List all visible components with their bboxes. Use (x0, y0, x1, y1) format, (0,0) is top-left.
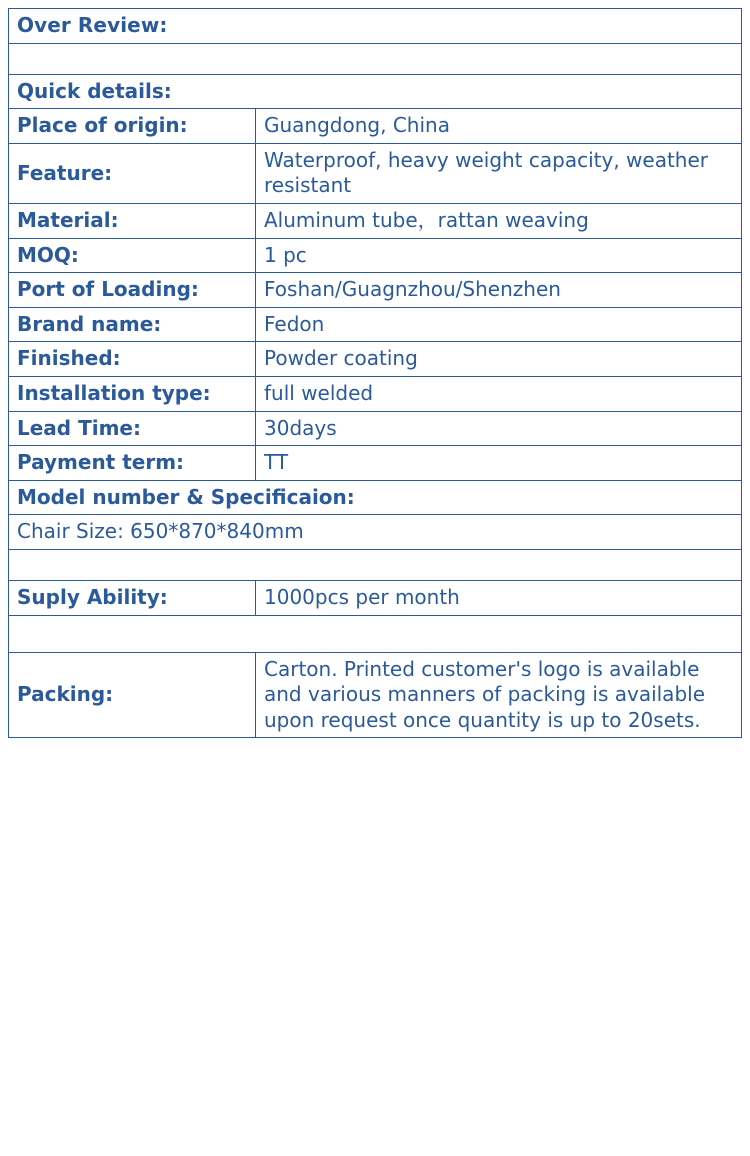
table-row (9, 143, 742, 203)
row-value-finished: Powder coating (256, 342, 742, 377)
table-row (9, 203, 742, 238)
row-label-material: Material: (9, 203, 256, 238)
table-row (9, 580, 742, 615)
spacer-cell (9, 549, 742, 580)
table-row-model-heading (9, 480, 742, 515)
table-row (9, 273, 742, 308)
row-label-supply-ability: Suply Ability: (9, 580, 256, 615)
spacer-cell (9, 43, 742, 74)
table-row-spacer (9, 549, 742, 580)
model-number-heading: Model number & Specificaion: (9, 480, 742, 515)
row-label-packing: Packing: (9, 652, 256, 738)
row-label-finished: Finished: (9, 342, 256, 377)
table-row (9, 307, 742, 342)
table-row (9, 109, 742, 144)
row-value-payment-term: TT (256, 446, 742, 481)
row-label-feature: Feature: (9, 143, 256, 203)
table-row (9, 411, 742, 446)
row-value-supply-ability: 1000pcs per month (256, 580, 742, 615)
table-row-spacer (9, 43, 742, 74)
row-label-lead-time: Lead Time: (9, 411, 256, 446)
table-row-model-value (9, 515, 742, 550)
row-value-brand-name: Fedon (256, 307, 742, 342)
row-label-moq: MOQ: (9, 238, 256, 273)
row-value-packing: Carton. Printed customer's logo is available and various manners of packing is available upon request once quantity is up to 20sets. (256, 652, 742, 738)
table-row (9, 238, 742, 273)
row-value-moq: 1 pc (256, 238, 742, 273)
row-value-feature: Waterproof, heavy weight capacity, weather resistant (256, 143, 742, 203)
row-value-port-of-loading: Foshan/Guagnzhou/Shenzhen (256, 273, 742, 308)
row-label-payment-term: Payment term: (9, 446, 256, 481)
row-label-port-of-loading: Port of Loading: (9, 273, 256, 308)
table-row (9, 376, 742, 411)
row-value-installation-type: full welded (256, 376, 742, 411)
row-value-place-of-origin: Guangdong, China (256, 109, 742, 144)
row-label-installation-type: Installation type: (9, 376, 256, 411)
row-value-material: Aluminum tube，rattan weaving (256, 203, 742, 238)
specification-table (8, 8, 742, 738)
spacer-cell (9, 615, 742, 652)
table-row-spacer (9, 615, 742, 652)
table-row-quick-details-heading (9, 74, 742, 109)
row-label-place-of-origin: Place of origin: (9, 109, 256, 144)
chair-size-value: Chair Size: 650*870*840mm (9, 515, 742, 550)
row-value-lead-time: 30days (256, 411, 742, 446)
page-title: Over Review: (9, 9, 742, 44)
row-label-brand-name: Brand name: (9, 307, 256, 342)
quick-details-heading: Quick details: (9, 74, 742, 109)
table-row (9, 652, 742, 738)
table-row (9, 446, 742, 481)
table-row-title (9, 9, 742, 44)
table-row (9, 342, 742, 377)
